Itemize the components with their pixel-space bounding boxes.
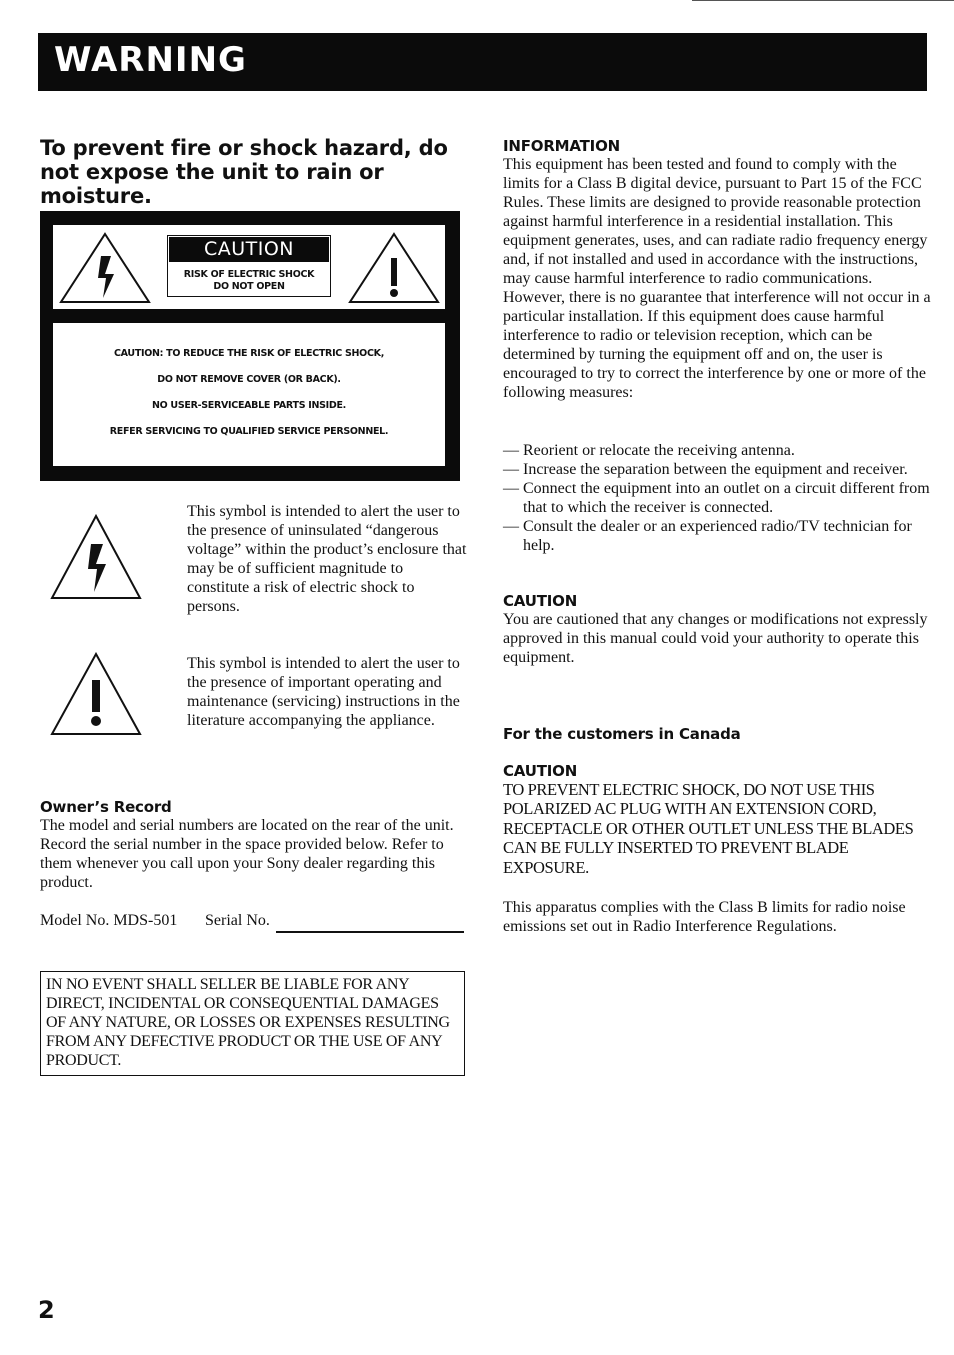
canada-caution-heading: CAUTION <box>503 762 578 780</box>
canada-heading: For the customers in Canada <box>503 725 741 743</box>
canada-caution-body: TO PREVENT ELECTRIC SHOCK, DO NOT USE THIS POLARIZED AC PLUG WITH AN EXTENSION CORD, RECEPTACLE OR OTHER OUTLET UNLESS THE BLADES CAN BE FULLY INSERTED TO PREVENT BLADE EXPOSURE. <box>503 780 914 877</box>
lightning-symbol-description: This symbol is intended to alert the user to the presence of uninsulated “dangerous voltage” within the product’s enclosure that may be of sufficient magnitude to constitute a risk of electric shock to persons. <box>187 503 467 615</box>
caution-notice-line: CAUTION: TO REDUCE THE RISK OF ELECTRIC SHOCK, <box>113 348 385 359</box>
list-item: — Consult the dealer or an experienced radio/TV technician for help. <box>503 518 912 554</box>
caution-notice-line: NO USER-SERVICEABLE PARTS INSIDE. <box>152 400 346 411</box>
model-serial-row <box>40 912 465 930</box>
caution-label-notices <box>53 323 445 466</box>
caution-label-line1: RISK OF ELECTRIC SHOCK <box>183 269 315 280</box>
lightning-warning-icon <box>59 232 151 304</box>
list-item: — Reorient or relocate the receiving antenna. <box>503 442 795 459</box>
headline-block <box>40 136 465 208</box>
caution-label-line2: DO NOT OPEN <box>213 281 285 292</box>
fcc-caution-body: You are cautioned that any changes or modifications not expressly approved in this manual could void your authority to operate this equipment. <box>503 611 928 666</box>
compliance-text: This apparatus complies with the Class B limits for radio noise emissions set out in Radio Interference Regulations. <box>503 899 906 935</box>
model-number: Model No. MDS-501 <box>40 912 178 929</box>
caution-label-box <box>167 235 331 297</box>
exclamation-symbol-icon <box>50 652 142 736</box>
caution-notice-line: REFER SERVICING TO QUALIFIED SERVICE PERSONNEL. <box>109 426 389 437</box>
serial-number-field[interactable] <box>276 931 464 933</box>
exclamation-warning-icon <box>348 232 440 304</box>
liability-disclaimer: IN NO EVENT SHALL SELLER BE LIABLE FOR ANY DIRECT, INCIDENTAL OR CONSEQUENTIAL DAMAGES OF ANY NATURE, OR LOSSES OR EXPENSES RESULTING FROM ANY DEFECTIVE PRODUCT OR THE USE OF ANY PRODUCT. <box>40 971 465 1076</box>
list-item: — Connect the equipment into an outlet on a circuit different from that to which the receiver is connected. <box>503 480 930 516</box>
fcc-caution <box>503 592 931 667</box>
information-heading: INFORMATION <box>503 137 620 155</box>
banner-title: WARNING <box>54 40 247 80</box>
owners-record-body: The model and serial numbers are located on the rear of the unit. Record the serial number in the space provided below. Refer to them whenever you call upon your Sony dealer regarding this product. <box>40 817 454 891</box>
canada-caution <box>503 762 931 877</box>
caution-label-top <box>53 225 445 309</box>
owners-record-heading: Owner’s Record <box>40 798 172 816</box>
interference-measures <box>503 441 931 555</box>
warning-banner <box>38 33 927 91</box>
fcc-caution-heading: CAUTION <box>503 592 578 610</box>
lightning-symbol-icon <box>50 514 142 600</box>
exclamation-symbol-description: This symbol is intended to alert the user to the presence of important operating and maintenance (servicing) instructions in the literature accompanying the appliance. <box>187 655 460 729</box>
headline: To prevent fire or shock hazard, do not expose the unit to rain or moisture. <box>40 136 448 208</box>
serial-label: Serial No. <box>205 912 270 929</box>
caution-label-heading: CAUTION <box>169 237 329 262</box>
page-number: 2 <box>38 1296 55 1324</box>
top-rule <box>692 0 954 1</box>
caution-notice-line: DO NOT REMOVE COVER (OR BACK). <box>157 374 341 385</box>
information-body: This equipment has been tested and found to comply with the limits for a Class B digital device, pursuant to Part 15 of the FCC Rules. These limits are designed to provide reasonable protection against harmful interference in a residential installation. This equipment generates, uses, and can radiate radio frequency energy and, if not installed and used in accordance with the instructions, may cause harmful interference to radio communications. However, there is no guarantee that interference will not occur in a particular installation. If this equipment does cause harmful interference to radio or television reception, which can be determined by turning the equipment off and on, the user is encouraged to try to correct the interference by one or more of the following measures: <box>503 156 931 401</box>
owners-record <box>40 798 465 892</box>
list-item: — Increase the separation between the equipment and receiver. <box>503 461 908 478</box>
canada-section <box>503 725 931 743</box>
fcc-information <box>503 137 931 402</box>
caution-label <box>40 211 460 481</box>
canada-compliance <box>503 898 931 936</box>
